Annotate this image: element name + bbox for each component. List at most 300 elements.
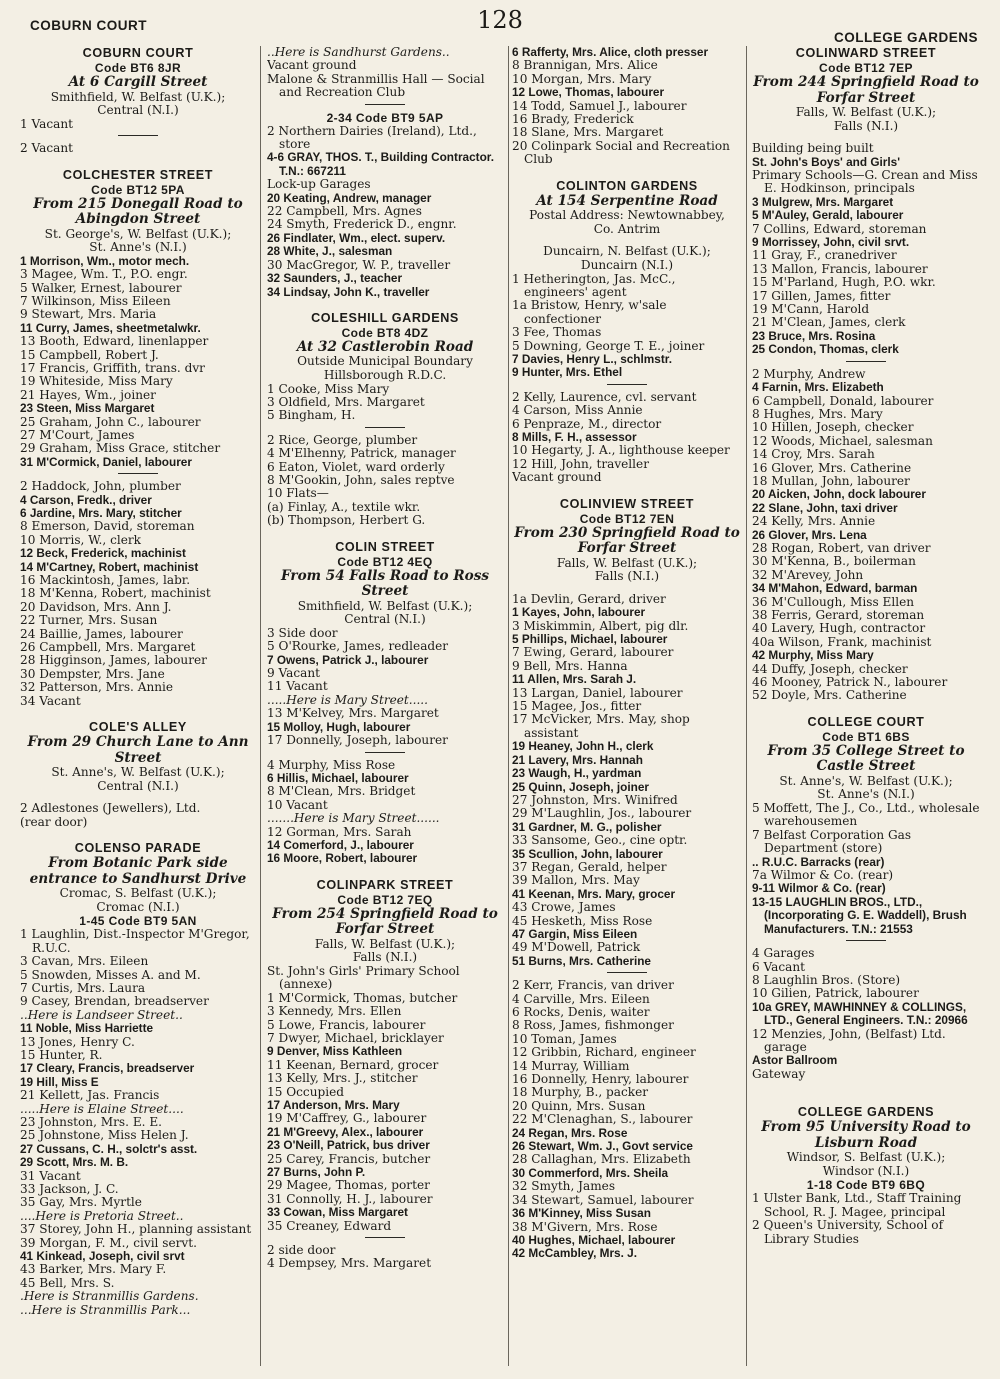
ward-line: Falls (N.I.) (352, 950, 418, 965)
directory-entry: Malone & Stranmillis Hall — Social and Recreation Club (267, 71, 485, 100)
directory-entry: (rear door) (20, 814, 88, 829)
directory-entry: 17 Francis, Griffith, trans. dvr (20, 360, 205, 375)
directory-entry: 15 Campbell, Robert J. (20, 347, 159, 362)
directory-entry: 1 Kayes, John, labourer (512, 605, 646, 620)
directory-entry: 35 Gay, Mrs. Myrtle (20, 1195, 142, 1210)
directory-entry: 10 Gilien, Patrick, labourer (752, 986, 919, 1001)
directory-entry: 26 Campbell, Mrs. Margaret (20, 640, 196, 655)
directory-entry: 51 Burns, Mrs. Catherine (512, 953, 651, 968)
directory-entry: 17 Gillen, James, fitter (752, 288, 891, 303)
directory-entry: 10 Hillen, Joseph, checker (752, 420, 914, 435)
directory-entry: 18 Mullan, John, labourer (752, 473, 910, 488)
street-heading: COLESHILL GARDENS (311, 310, 459, 325)
directory-entry: 23 Johnston, Mrs. E. E. (20, 1114, 163, 1129)
street-route: From 35 College Street to (767, 742, 965, 759)
directory-entry: 23 Bruce, Mrs. Rosina (752, 328, 876, 343)
directory-entry: 3 Cavan, Mrs. Eileen (20, 954, 149, 969)
postcode-line: Code BT8 4DZ (341, 325, 429, 340)
street-route: From 215 Donegall Road to (33, 195, 243, 212)
directory-entry: 43 Crowe, James (512, 900, 616, 915)
directory-entry: 3 Oldfield, Mrs. Margaret (267, 395, 425, 409)
directory-entry: 30 M'Kenna, B., boilerman (752, 554, 916, 569)
directory-entry: 12 Lowe, Thomas, labourer (512, 85, 665, 100)
directory-entry: 13 Largan, Daniel, labourer (512, 685, 683, 700)
street-route: Forfar Street (816, 89, 916, 106)
side-separator (118, 135, 158, 136)
section-gap (752, 1081, 980, 1093)
directory-entry: 2 Kelly, Laurence, cvl. servant (512, 389, 697, 404)
directory-entry: 45 Bell, Mrs. S. (20, 1275, 115, 1290)
directory-entry: 19 Hill, Miss E (20, 1074, 99, 1089)
directory-entry: 23 Steen, Miss Margaret (20, 401, 155, 416)
directory-column-4 (752, 46, 980, 1374)
ward-line: Falls (N.I.) (594, 569, 660, 584)
directory-entry: 5 Bingham, H. (267, 408, 356, 423)
directory-entry: 3 Side door (267, 625, 338, 640)
directory-entry: (b) Thompson, Herbert G. (267, 513, 426, 528)
directory-entry: 22 Turner, Mrs. Susan (20, 613, 158, 628)
ward-line: Outside Municipal Boundary (297, 354, 473, 369)
directory-entry: 25 Quinn, Joseph, joiner (512, 779, 650, 794)
directory-entry: 15 Occupied (267, 1084, 344, 1099)
postcode-line: Code BT6 8JR (94, 61, 182, 75)
directory-entry: 40 Hughes, Michael, labourer (512, 1232, 676, 1247)
directory-entry: 16 Mackintosh, James, labr. (20, 573, 191, 588)
directory-entry: 15 Hunter, R. (20, 1047, 103, 1062)
directory-entry: 6 Jardine, Mrs. Mary, stitcher (20, 506, 182, 520)
street-heading: COLINWARD STREET (795, 46, 937, 60)
directory-entry: Vacant ground (512, 470, 602, 485)
directory-entry: 2 Rice, George, plumber (267, 432, 418, 447)
street-route: entrance to Sandhurst Drive (29, 870, 247, 887)
directory-entry: 22 M'Clenaghan, S., labourer (512, 1112, 693, 1127)
column-divider (746, 46, 747, 1366)
cross-street-marker: ...Here is Stranmillis Park... (20, 1302, 191, 1317)
directory-entry: 7 Belfast Corporation Gas Department (store) (752, 827, 912, 856)
section-gap (512, 167, 742, 179)
directory-entry: 12 Woods, Michael, salesman (752, 433, 933, 448)
directory-entry: .. R.U.C. Barracks (rear) (752, 854, 885, 869)
directory-entry: 11 Vacant (267, 679, 328, 694)
directory-entry: 25 Condon, Thomas, clerk (752, 342, 899, 357)
directory-entry: 3 Miskimmin, Albert, pig dlr. (512, 618, 689, 633)
directory-entry: 14 Comerford, J., labourer (267, 837, 414, 852)
directory-entry: 20 Quinn, Mrs. Susan (512, 1098, 646, 1113)
directory-column-2 (267, 46, 503, 1374)
directory-entry: Gateway (752, 1066, 806, 1081)
directory-entry: 7 Davies, Henry L., schlmstr. (512, 351, 672, 366)
directory-entry: 14 Todd, Samuel J., labourer (512, 98, 687, 113)
directory-entry: 7 Dwyer, Michael, bricklayer (267, 1030, 444, 1045)
directory-entry: 9 Morrissey, John, civil srvt. (752, 235, 910, 250)
directory-entry: 1 Hetherington, Jas. McC., engineers' agent (512, 271, 676, 299)
directory-entry: 6 Eaton, Violet, ward orderly (267, 459, 445, 474)
side-separator (365, 1237, 405, 1238)
directory-entry: 10 Flats— (267, 486, 329, 501)
section-gap (752, 703, 980, 715)
directory-entry: 4 Farnin, Mrs. Elizabeth (752, 380, 884, 395)
column-divider (508, 46, 509, 1366)
directory-entry: 39 Mallon, Mrs. May (512, 873, 640, 888)
directory-entry: 33 Sansome, Geo., cine optr. (512, 833, 688, 848)
directory-entry: St. John's Girls' Primary School (annexe) (267, 963, 460, 992)
street-route: At 154 Serpentine Road (536, 192, 718, 209)
directory-entry: 30 Dempster, Mrs. Jane (20, 666, 165, 681)
directory-entry: 19 M'Cann, Harold (752, 302, 870, 317)
postcode-line: Code BT12 5PA (91, 182, 185, 197)
directory-entry: 32 Patterson, Mrs. Annie (20, 680, 174, 695)
directory-entry: 9 Bell, Mrs. Hanna (512, 658, 628, 673)
directory-entry: 4 Carson, Fredk., driver (20, 492, 152, 507)
postcode-line: Code BT12 7EQ (337, 892, 433, 907)
directory-entry: 30 MacGregor, W. P., traveller (267, 257, 451, 272)
section-gap (267, 528, 503, 540)
postcode-line: 1-45 Code BT9 5AN (79, 914, 197, 929)
directory-entry: 2 Northern Dairies (Ireland), Ltd., store (267, 123, 477, 152)
directory-entry: 33 Cowan, Miss Margaret (267, 1205, 408, 1220)
directory-entry: 8 Mills, F. H., assessor (512, 430, 637, 444)
directory-entry: 10 Morris, W., clerk (20, 532, 141, 547)
ward-line: Hillsborough R.D.C. (323, 368, 447, 382)
directory-entry: 17 Cleary, Francis, breadserver (20, 1061, 195, 1076)
directory-entry: 8 Laughlin Bros. (Store) (752, 972, 901, 987)
section-gap (267, 299, 503, 311)
directory-entry: 9 Casey, Brendan, breadserver (20, 994, 209, 1009)
directory-entry: 2 Haddock, John, plumber (20, 479, 181, 494)
directory-entry: 17 Anderson, Mrs. Mary (267, 1098, 400, 1112)
directory-entry: Primary Schools—G. Crean and Miss E. Hodkinson, principals (752, 168, 978, 196)
postcode-line: Code BT12 7EN (579, 511, 675, 526)
directory-entry: 8 M'Gookin, John, sales reptve (267, 473, 455, 488)
cross-street-marker: ....Here is Pretoria Street.. (20, 1208, 184, 1223)
directory-entry: 8 Ross, James, fishmonger (512, 1018, 674, 1033)
directory-entry: 13 M'Kelvey, Mrs. Margaret (267, 706, 439, 721)
directory-entry: 8 M'Clean, Mrs. Bridget (267, 784, 416, 799)
ward-line: St. Anne's, W. Belfast (U.K.); (779, 773, 953, 788)
street-heading: COLE'S ALLEY (89, 720, 187, 735)
side-separator (846, 361, 886, 362)
directory-entry: 16 Moore, Robert, labourer (267, 851, 418, 866)
directory-entry: 3 Mulgrew, Mrs. Margaret (752, 194, 894, 209)
directory-entry: 25 Johnstone, Miss Helen J. (20, 1128, 189, 1143)
directory-entry: 1a Bristow, Henry, w'sale confectioner (512, 298, 667, 326)
directory-entry: St. John's Boys' and Girls' (752, 154, 901, 169)
directory-entry: 5 Lowe, Francis, labourer (267, 1017, 426, 1032)
ward-line: Windsor (N.I.) (822, 1163, 910, 1178)
directory-entry: 16 Donnelly, Henry, labourer (512, 1072, 689, 1087)
directory-entry: 2 Murphy, Andrew (752, 366, 866, 381)
running-head-right: COLLEGE GARDENS (833, 30, 978, 45)
directory-entry: 6 Vacant (752, 959, 806, 974)
cross-street-marker: .......Here is Mary Street...... (267, 811, 440, 826)
directory-entry: 24 Kelly, Mrs. Annie (752, 514, 876, 529)
directory-entry: 34 Lindsay, John K., traveller (267, 284, 430, 299)
section-gap (752, 1093, 980, 1105)
directory-entry: 19 Whiteside, Miss Mary (20, 374, 173, 389)
directory-entry: 23 Waugh, H., yardman (512, 766, 642, 781)
directory-entry: 14 Croy, Mrs. Sarah (752, 447, 875, 462)
directory-entry: 44 Duffy, Joseph, checker (752, 661, 908, 676)
side-separator (365, 752, 405, 753)
directory-entry: 14 Murray, William (512, 1058, 630, 1073)
ward-line: Cromac, S. Belfast (U.K.); (59, 886, 217, 901)
ward-line: St. Anne's (N.I.) (817, 787, 915, 802)
directory-entry: 22 Slane, John, taxi driver (752, 500, 898, 515)
directory-entry: 43 Barker, Mrs. Mary F. (20, 1262, 167, 1277)
street-heading: COLIN STREET (335, 539, 435, 554)
directory-entry: 35 Creaney, Edward (267, 1218, 392, 1233)
section-gap (20, 829, 256, 841)
column-divider (260, 46, 261, 1366)
directory-entry: 21 Lavery, Mrs. Hannah (512, 752, 643, 767)
cross-street-marker: .....Here is Mary Street..... (267, 692, 428, 707)
directory-entry: 15 Magee, Jos., fitter (512, 699, 642, 714)
ward-line: Central (N.I.) (97, 103, 179, 118)
directory-entry: 5 O'Rourke, James, redleader (267, 639, 449, 654)
street-route: From 244 Springfield Road to (753, 74, 979, 90)
directory-entry: 15 M'Parland, Hugh, P.O. wkr. (752, 275, 936, 290)
ward-line: Central (N.I.) (344, 612, 426, 627)
directory-entry: (a) Finlay, A., textile wkr. (267, 499, 421, 514)
directory-entry: 16 Glover, Mrs. Catherine (752, 460, 912, 475)
directory-entry: 34 Stewart, Samuel, labourer (512, 1192, 694, 1207)
directory-entry: 6 Penpraze, M., director (512, 416, 662, 431)
directory-entry: 1 Cooke, Miss Mary (267, 381, 390, 396)
directory-entry: 12 Gorman, Mrs. Sarah (267, 824, 412, 839)
directory-entry: 20 Davidson, Mrs. Ann J. (20, 599, 172, 614)
side-separator (846, 940, 886, 941)
ward-line: Co. Antrim (593, 221, 661, 236)
ward-line: Falls, W. Belfast (U.K.); (314, 936, 456, 951)
directory-entry: 20 Colinpark Social and Recreation Club (512, 138, 730, 167)
directory-entry: 7 Wilkinson, Miss Eileen (20, 293, 171, 308)
directory-entry: 42 Murphy, Miss Mary (752, 648, 874, 663)
directory-entry: 41 Keenan, Mrs. Mary, grocer (512, 886, 676, 901)
directory-entry: Building being built (752, 141, 874, 156)
directory-entry: 34 Vacant (20, 693, 81, 708)
directory-entry: 10 Vacant (267, 797, 328, 812)
directory-entry: 1a Devlin, Gerard, driver (512, 591, 666, 606)
directory-entry: 13 Jones, Henry C. (20, 1034, 135, 1049)
directory-entry: 24 Regan, Mrs. Rose (512, 1125, 628, 1140)
directory-entry: 10 Toman, James (512, 1031, 617, 1046)
ward-line: St. Anne's, W. Belfast (U.K.); (51, 765, 225, 780)
directory-entry: 28 Rogan, Robert, van driver (752, 540, 931, 555)
ward-line: Duncairn (N.I.) (580, 257, 674, 272)
directory-entry: 31 Vacant (20, 1168, 81, 1183)
directory-entry: 13 Kelly, Mrs. J., stitcher (267, 1071, 418, 1086)
directory-entry: 32 Saunders, J., teacher (267, 271, 403, 286)
page-number: 128 (477, 6, 523, 34)
street-route: Abingdon Street (75, 211, 201, 227)
directory-entry: 18 M'Kenna, Robert, machinist (20, 586, 211, 601)
directory-entry: 37 Storey, John H., planning assistant (20, 1222, 252, 1237)
postcode-line: Code BT12 7EP (819, 61, 913, 75)
directory-entry: 1 Vacant (20, 116, 74, 131)
directory-entry: 19 M'Caffrey, G., labourer (267, 1111, 427, 1126)
directory-entry: 8 Brannigan, Mrs. Alice (512, 58, 658, 73)
directory-entry: 27 Burns, John P. (267, 1165, 366, 1180)
street-route: At 32 Castlerobin Road (296, 338, 474, 355)
directory-entry: Vacant ground (267, 58, 357, 73)
section-gap (512, 485, 742, 497)
directory-entry: Astor Ballroom (752, 1053, 838, 1068)
cross-street-marker: ..Here is Landseer Street.. (20, 1007, 183, 1022)
section-gap (20, 708, 256, 720)
street-route: From 230 Springfield Road to (514, 524, 740, 541)
side-separator (118, 473, 158, 474)
directory-entry: 26 Stewart, Wm. J., Govt service (512, 1139, 693, 1154)
directory-entry: 31 M'Cormick, Daniel, labourer (20, 454, 192, 469)
directory-entry: 7a Wilmor & Co. (rear) (752, 868, 894, 883)
directory-entry: 4-6 GRAY, THOS. T., Building Contractor. T.N.: 667211 (267, 150, 495, 178)
directory-entry: 2 Queen's University, School of Library Studies (752, 1218, 944, 1246)
directory-entry: 5 Phillips, Michael, labourer (512, 632, 668, 647)
street-heading: COBURN COURT (82, 46, 194, 60)
directory-entry: 7 Ewing, Gerard, labourer (512, 645, 674, 660)
directory-entry: 4 Murphy, Miss Rose (267, 757, 396, 772)
street-heading: COLCHESTER STREET (62, 167, 214, 182)
postcode-line: Code BT12 4EQ (337, 554, 433, 569)
directory-entry: 27 Cussans, C. H., solctr's asst. (20, 1141, 198, 1156)
directory-entry: 8 Hughes, Mrs. Mary (752, 406, 883, 421)
cross-street-marker: .....Here is Elaine Street.... (20, 1101, 184, 1116)
street-heading: COLINPARK STREET (316, 877, 454, 892)
directory-entry: 20 Aicken, John, dock labourer (752, 487, 926, 502)
street-route: Castle Street (816, 758, 916, 775)
directory-entry: 46 Mooney, Patrick N., labourer (752, 675, 948, 690)
side-separator (365, 427, 405, 428)
directory-entry: 6 Rocks, Denis, waiter (512, 1005, 650, 1019)
directory-entry: 45 Hesketh, Miss Rose (512, 913, 653, 928)
directory-entry: 11 Noble, Miss Harriette (20, 1021, 154, 1036)
directory-entry: 1 Ulster Bank, Ltd., Staff Training School, R. J. Magee, principal (752, 1191, 962, 1219)
directory-entry: 24 Baillie, James, labourer (20, 626, 183, 641)
directory-entry: 38 M'Givern, Mrs. Rose (512, 1219, 658, 1234)
ward-line: Cromac (N.I.) (96, 899, 180, 914)
directory-entry: 7 Curtis, Mrs. Laura (20, 980, 146, 995)
directory-entry: 12 Hill, John, traveller (512, 456, 649, 471)
ward-line: Falls, W. Belfast (U.K.); (795, 105, 937, 119)
directory-entry: 9 Stewart, Mrs. Maria (20, 307, 157, 322)
directory-entry: 38 Ferris, Gerard, storeman (752, 608, 925, 622)
street-heading: COLENSO PARADE (74, 841, 202, 856)
directory-entry: 25 Carey, Francis, butcher (267, 1151, 431, 1166)
directory-entry: 2 Vacant (20, 141, 74, 156)
street-route: Forfar Street (577, 540, 677, 557)
cross-street-marker: .Here is Stranmillis Gardens. (20, 1289, 199, 1304)
street-route: From 254 Springfield Road to (272, 905, 498, 922)
running-head-left: COBURN COURT (30, 18, 147, 33)
directory-entry: 32 Smyth, James (512, 1179, 616, 1194)
directory-entry: 11 Gray, F., cranedriver (752, 248, 897, 263)
directory-entry: 5 Walker, Ernest, labourer (20, 280, 182, 295)
directory-entry: 4 Carson, Miss Annie (512, 403, 643, 418)
directory-entry: 21 M'Clean, James, clerk (752, 315, 906, 330)
cross-street-marker: ..Here is Sandhurst Gardens.. (267, 46, 450, 59)
directory-entry: 29 M'Laughlin, Jos., labourer (512, 806, 692, 821)
street-heading: COLINTON GARDENS (556, 178, 698, 193)
directory-entry: 12 Menzies, John, (Belfast) Ltd. garage (752, 1026, 946, 1054)
directory-entry: 5 Moffett, The J., Co., Ltd., wholesale warehousemen (752, 801, 980, 829)
street-route: At 6 Cargill Street (68, 74, 208, 90)
side-separator (607, 384, 647, 385)
street-route: From 29 Church Lane to Ann (27, 734, 249, 751)
directory-entry: 37 Regan, Gerald, helper (512, 859, 667, 874)
section-gap (267, 866, 503, 878)
directory-entry: 9 Denver, Miss Kathleen (267, 1044, 403, 1059)
directory-entry: 16 Brady, Frederick (512, 112, 634, 127)
directory-entry: 9-11 Wilmor & Co. (rear) (752, 881, 886, 896)
street-route: From Botanic Park side (48, 855, 228, 872)
directory-entry: 1 M'Cormick, Thomas, butcher (267, 990, 458, 1005)
directory-entry: 1 Laughlin, Dist.-Inspector M'Gregor, R.U.C. (20, 927, 250, 955)
directory-entry: 9 Vacant (267, 666, 321, 681)
directory-column-1 (20, 46, 256, 1374)
section-gap (20, 156, 256, 168)
ward-line: Windsor, S. Belfast (U.K.); (786, 1150, 946, 1165)
directory-entry: 21 Hayes, Wm., joiner (20, 387, 156, 402)
side-separator (365, 104, 405, 105)
directory-entry: 31 Connolly, H. J., labourer (267, 1191, 433, 1206)
directory-entry: 11 Allen, Mrs. Sarah J. (512, 672, 637, 687)
directory-entry: 52 Doyle, Mrs. Catherine (752, 688, 907, 703)
directory-entry: 29 Graham, Miss Grace, stitcher (20, 441, 221, 456)
street-route: Lisburn Road (814, 1134, 918, 1151)
side-separator (607, 972, 647, 973)
directory-entry: 4 M'Elhenny, Patrick, manager (267, 446, 456, 461)
directory-entry: 39 Morgan, F. M., civil servt. (20, 1235, 197, 1250)
directory-entry: 21 M'Greevy, Alex., labourer (267, 1124, 424, 1139)
directory-entry: 34 M'Mahon, Edward, barman (752, 581, 918, 596)
ward-line: St. Anne's (N.I.) (89, 240, 187, 255)
directory-entry: 21 Kellett, Jas. Francis (20, 1088, 160, 1103)
directory-entry: 6 Rafferty, Mrs. Alice, cloth presser (512, 46, 709, 59)
directory-entry: 1 Morrison, Wm., motor mech. (20, 253, 190, 268)
directory-entry: 12 Gribbin, Richard, engineer (512, 1045, 696, 1060)
directory-entry: 42 McCambley, Mrs. J. (512, 1246, 638, 1261)
directory-entry: 11 Keenan, Bernard, grocer (267, 1057, 439, 1072)
directory-entry: 4 Garages (752, 946, 815, 961)
directory-entry: 3 Kennedy, Mrs. Ellen (267, 1004, 402, 1019)
directory-entry: 15 Molloy, Hugh, labourer (267, 719, 411, 734)
ward-line: St. George's, W. Belfast (U.K.); (44, 226, 232, 241)
directory-entry: 26 Glover, Mrs. Lena (752, 527, 867, 542)
directory-entry: 7 Owens, Patrick J., labourer (267, 652, 429, 667)
directory-entry: 14 M'Cartney, Robert, machinist (20, 559, 199, 574)
directory-entry: 49 M'Dowell, Patrick (512, 940, 641, 955)
directory-entry: 40a Wilson, Frank, machinist (752, 634, 932, 649)
street-route: From 95 University Road to (761, 1119, 971, 1136)
ward-line: Falls, W. Belfast (U.K.); (556, 555, 698, 570)
directory-entry: 17 Donnelly, Joseph, labourer (267, 733, 448, 748)
directory-entry: 4 Dempsey, Mrs. Margaret (267, 1256, 432, 1271)
directory-entry: 2 Adlestones (Jewellers), Ltd. (20, 801, 201, 816)
directory-entry: 13 Booth, Edward, linenlapper (20, 334, 209, 349)
directory-entry: 5 Snowden, Misses A. and M. (20, 967, 201, 982)
ward-line: Duncairn, N. Belfast (U.K.); (543, 244, 711, 259)
street-heading: COLLEGE COURT (807, 714, 925, 729)
directory-entry: 22 Campbell, Mrs. Agnes (267, 204, 422, 219)
directory-entry: 19 Heaney, John H., clerk (512, 739, 654, 754)
postcode-line: 1-18 Code BT9 6BQ (806, 1178, 926, 1193)
ward-line: Falls (N.I.) (833, 118, 899, 133)
ward-line: Central (N.I.) (97, 778, 179, 793)
directory-entry: 3 Magee, Wm. T., P.O. engr. (20, 267, 188, 282)
directory-entry: 9 Hunter, Mrs. Ethel (512, 365, 623, 380)
directory-entry: 12 Beck, Frederick, machinist (20, 546, 186, 561)
directory-entry: 24 Smyth, Frederick D., engnr. (267, 217, 457, 232)
